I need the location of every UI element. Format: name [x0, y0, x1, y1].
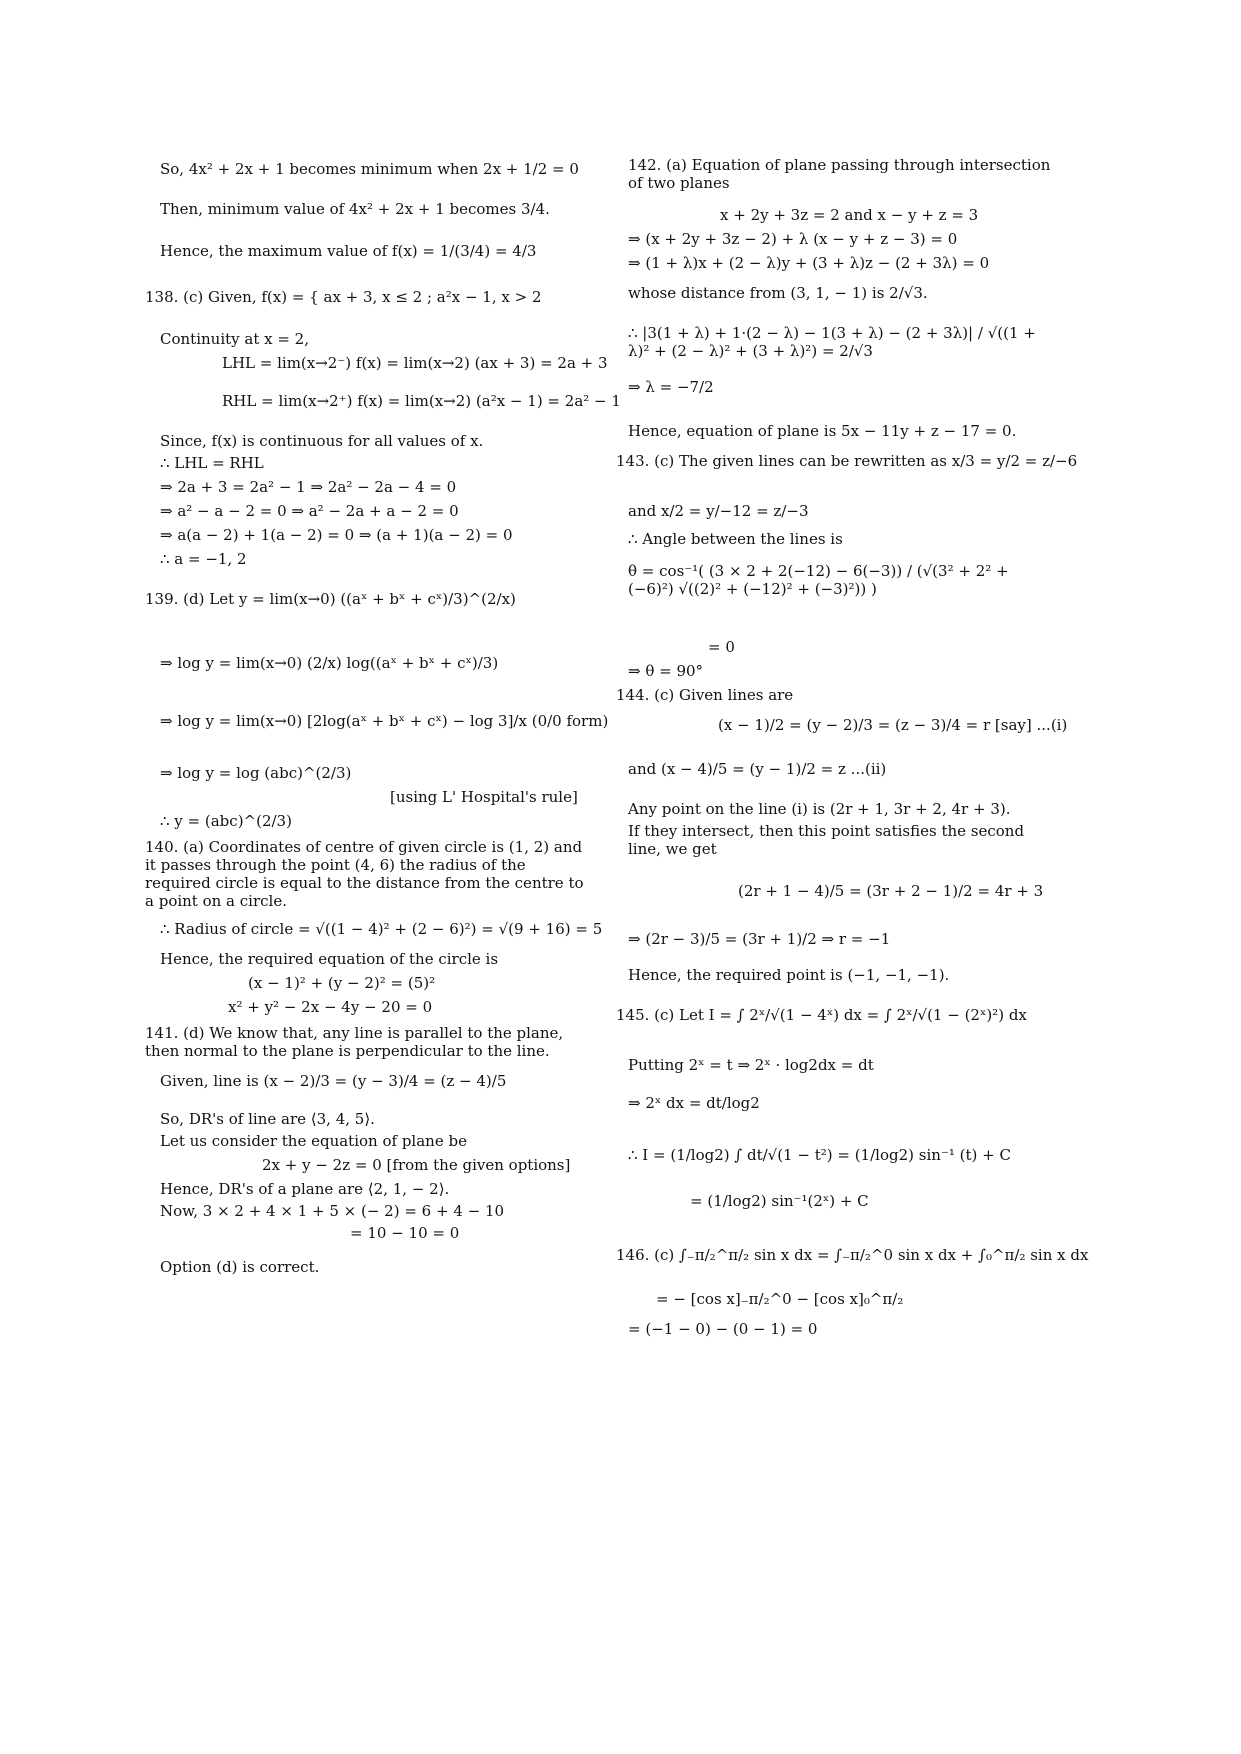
text-line: θ = cos⁻¹( (3 × 2 + 2(−12) − 6(−3)) / (√(3² + 2² + (−6)²) √((2)² + (−12)² + (−3)²)) ): [628, 562, 1009, 598]
text-line: = − [cos x]₋π/₂^0 − [cos x]₀^π/₂: [656, 1290, 904, 1308]
text-line: Putting 2ˣ = t ⇒ 2ˣ · log2dx = dt: [628, 1056, 874, 1074]
question-141: 141. (d) We know that, any line is parallel to the plane, then normal to the plane is perpendicular to the line.: [145, 1024, 564, 1060]
question-143: 143. (c) The given lines can be rewritten as x/3 = y/2 = z/−6: [616, 452, 1078, 470]
question-138: 138. (c) Given, f(x) = { ax + 3, x ≤ 2 ; a²x − 1, x > 2: [145, 288, 542, 306]
text-line: = (1/log2) sin⁻¹(2ˣ) + C: [690, 1192, 869, 1210]
question-144: 144. (c) Given lines are: [616, 686, 794, 704]
text-line: Then, minimum value of 4x² + 2x + 1 becomes 3/4.: [160, 200, 550, 218]
text-line: Let us consider the equation of plane be: [160, 1132, 467, 1150]
text-line: ⇒ (1 + λ)x + (2 − λ)y + (3 + λ)z − (2 + 3λ) = 0: [628, 254, 990, 272]
text-line: RHL = lim(x→2⁺) f(x) = lim(x→2) (a²x − 1) = 2a² − 1: [222, 392, 621, 410]
question-145: 145. (c) Let I = ∫ 2ˣ/√(1 − 4ˣ) dx = ∫ 2ˣ/√(1 − (2ˣ)²) dx: [616, 1006, 1027, 1024]
text-line: Hence, DR's of a plane are ⟨2, 1, − 2⟩.: [160, 1180, 450, 1198]
question-146: 146. (c) ∫₋π/₂^π/₂ sin x dx = ∫₋π/₂^0 sin x dx + ∫₀^π/₂ sin x dx: [616, 1246, 1089, 1264]
question-139: 139. (d) Let y = lim(x→0) ((aˣ + bˣ + cˣ)/3)^(2/x): [145, 590, 516, 608]
text-line: ∴ I = (1/log2) ∫ dt/√(1 − t²) = (1/log2) sin⁻¹ (t) + C: [628, 1146, 1011, 1164]
text-line: ⇒ a(a − 2) + 1(a − 2) = 0 ⇒ (a + 1)(a − 2) = 0: [160, 526, 513, 544]
text-line: So, DR's of line are ⟨3, 4, 5⟩.: [160, 1110, 375, 1128]
text-line: (2r + 1 − 4)/5 = (3r + 2 − 1)/2 = 4r + 3: [738, 882, 1044, 900]
text-line: ⇒ 2a + 3 = 2a² − 1 ⇒ 2a² − 2a − 4 = 0: [160, 478, 457, 496]
text-line: ∴ a = −1, 2: [160, 550, 247, 568]
text-line: x² + y² − 2x − 4y − 20 = 0: [228, 998, 433, 1016]
text-line: ⇒ (2r − 3)/5 = (3r + 1)/2 ⇒ r = −1: [628, 930, 891, 948]
question-140: 140. (a) Coordinates of centre of given circle is (1, 2) and it passes through the point (4, 6) the radius of the required circle is equal to the distance from the centre to a point on a circle.: [145, 838, 584, 910]
text-line: So, 4x² + 2x + 1 becomes minimum when 2x + 1/2 = 0: [160, 160, 579, 178]
text-line: ⇒ log y = log (abc)^(2/3): [160, 764, 352, 782]
text-line: Hence, the required point is (−1, −1, −1).: [628, 966, 950, 984]
text-line: = 10 − 10 = 0: [350, 1224, 460, 1242]
text-line: Hence, the maximum value of f(x) = 1/(3/4) = 4/3: [160, 242, 537, 260]
text-line: Any point on the line (i) is (2r + 1, 3r + 2, 4r + 3).: [628, 800, 1011, 818]
text-line: If they intersect, then this point satisfies the second line, we get: [628, 822, 1025, 858]
text-line: ∴ Angle between the lines is: [628, 530, 843, 548]
text-line: Given, line is (x − 2)/3 = (y − 3)/4 = (z − 4)/5: [160, 1072, 507, 1090]
text-line: ∴ y = (abc)^(2/3): [160, 812, 292, 830]
text-line: ∴ Radius of circle = √((1 − 4)² + (2 − 6)²) = √(9 + 16) = 5: [160, 920, 603, 938]
text-line: ⇒ a² − a − 2 = 0 ⇒ a² − 2a + a − 2 = 0: [160, 502, 459, 520]
text-line: LHL = lim(x→2⁻) f(x) = lim(x→2) (ax + 3) = 2a + 3: [222, 354, 608, 372]
text-line: ⇒ 2ˣ dx = dt/log2: [628, 1094, 760, 1112]
text-line: Continuity at x = 2,: [160, 330, 309, 348]
text-line: = 0: [708, 638, 735, 656]
text-line: Since, f(x) is continuous for all values of x.: [160, 432, 484, 450]
text-line: Option (d) is correct.: [160, 1258, 320, 1276]
text-line: ⇒ λ = −7/2: [628, 378, 714, 396]
text-line: x + 2y + 3z = 2 and x − y + z = 3: [720, 206, 979, 224]
text-line: = (−1 − 0) − (0 − 1) = 0: [628, 1320, 818, 1338]
text-line: 2x + y − 2z = 0 [from the given options]: [262, 1156, 571, 1174]
text-line: Now, 3 × 2 + 4 × 1 + 5 × (− 2) = 6 + 4 − 10: [160, 1202, 505, 1220]
text-line: and x/2 = y/−12 = z/−3: [628, 502, 809, 520]
text-line: (x − 1)² + (y − 2)² = (5)²: [248, 974, 436, 992]
text-line: [using L' Hospital's rule]: [390, 788, 578, 806]
text-line: ∴ LHL = RHL: [160, 454, 264, 472]
text-line: ⇒ (x + 2y + 3z − 2) + λ (x − y + z − 3) = 0: [628, 230, 958, 248]
text-line: ⇒ log y = lim(x→0) [2log(aˣ + bˣ + cˣ) − log 3]/x (0/0 form): [160, 712, 609, 730]
text-line: ∴ |3(1 + λ) + 1·(2 − λ) − 1(3 + λ) − (2 + 3λ)| / √((1 + λ)² + (2 − λ)² + (3 + λ)²) = 2/√3: [628, 324, 1036, 360]
text-line: (x − 1)/2 = (y − 2)/3 = (z − 3)/4 = r [say] ...(i): [718, 716, 1068, 734]
text-line: whose distance from (3, 1, − 1) is 2/√3.: [628, 284, 928, 302]
text-line: and (x − 4)/5 = (y − 1)/2 = z ...(ii): [628, 760, 887, 778]
text-line: ⇒ log y = lim(x→0) (2/x) log((aˣ + bˣ + cˣ)/3): [160, 654, 499, 672]
text-line: Hence, equation of plane is 5x − 11y + z − 17 = 0.: [628, 422, 1017, 440]
text-line: ⇒ θ = 90°: [628, 662, 704, 680]
question-142: 142. (a) Equation of plane passing through intersection of two planes: [628, 156, 1051, 192]
text-line: Hence, the required equation of the circle is: [160, 950, 499, 968]
